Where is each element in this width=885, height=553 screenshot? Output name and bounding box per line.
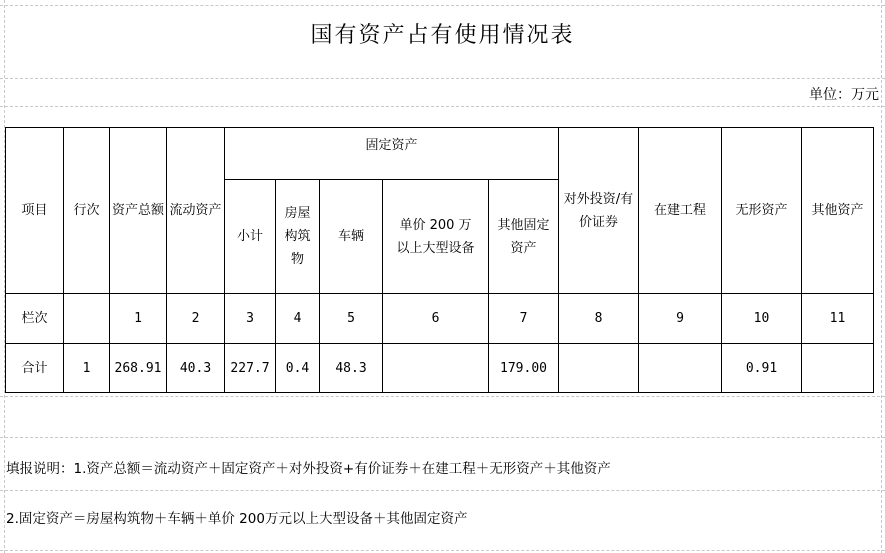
column-number: 2 <box>167 294 225 344</box>
header-row-1 <box>6 128 874 180</box>
gridline <box>0 396 885 397</box>
header-construction: 在建工程 <box>639 128 722 294</box>
gridline <box>0 490 885 491</box>
column-number: 6 <box>383 294 489 344</box>
construction-value <box>639 344 722 393</box>
header-row-no: 行次 <box>64 128 110 294</box>
column-number-row <box>6 294 874 344</box>
note-line-2: 2.固定资产＝房屋构筑物＋车辆＋单价 200万元以上大型设备＋其他固定资产 <box>6 511 468 527</box>
total-row-label: 合计 <box>6 344 64 393</box>
gridline <box>881 0 882 553</box>
header-other-fixed: 其他固定资产 <box>489 180 559 294</box>
header-intangible: 无形资产 <box>722 128 802 294</box>
total-row-no: 1 <box>64 344 110 393</box>
header-current-assets: 流动资产 <box>167 128 225 294</box>
other-assets-value <box>802 344 874 393</box>
header-fixed-assets: 固定资产 <box>225 128 559 180</box>
column-number: 3 <box>225 294 276 344</box>
column-number: 11 <box>802 294 874 344</box>
gridline <box>0 106 885 107</box>
asset-table <box>5 127 874 393</box>
column-number: 4 <box>276 294 320 344</box>
column-number: 10 <box>722 294 802 344</box>
total-assets-value: 268.91 <box>110 344 167 393</box>
header-total-assets: 资产总额 <box>110 128 167 294</box>
column-number: 8 <box>559 294 639 344</box>
column-number: 1 <box>110 294 167 344</box>
column-number: 7 <box>489 294 559 344</box>
vehicles-value: 48.3 <box>320 344 383 393</box>
investment-value <box>559 344 639 393</box>
header-other-assets: 其他资产 <box>802 128 874 294</box>
header-vehicles: 车辆 <box>320 180 383 294</box>
page-title: 国有资产占有使用情况表 <box>310 23 575 48</box>
large-equipment-value <box>383 344 489 393</box>
header-large-equipment: 单价 200 万以上大型设备 <box>383 180 489 294</box>
header-buildings: 房屋构筑物 <box>276 180 320 294</box>
column-row-blank <box>64 294 110 344</box>
total-row <box>6 344 874 393</box>
intangible-value: 0.91 <box>722 344 802 393</box>
gridline <box>0 5 885 6</box>
gridline <box>0 550 885 551</box>
buildings-value: 0.4 <box>276 344 320 393</box>
other-fixed-value: 179.00 <box>489 344 559 393</box>
column-number: 9 <box>639 294 722 344</box>
subtotal-value: 227.7 <box>225 344 276 393</box>
gridline <box>0 78 885 79</box>
note-line-1: 填报说明：1.资产总额＝流动资产＋固定资产＋对外投资+有价证券＋在建工程＋无形资产＋其他资产 <box>6 461 611 477</box>
header-investment: 对外投资/有价证券 <box>559 128 639 294</box>
gridline <box>0 437 885 438</box>
header-item: 项目 <box>6 128 64 294</box>
current-assets-value: 40.3 <box>167 344 225 393</box>
header-subtotal: 小计 <box>225 180 276 294</box>
column-row-label: 栏次 <box>6 294 64 344</box>
column-number: 5 <box>320 294 383 344</box>
unit-label: 单位：万元 <box>809 87 879 103</box>
